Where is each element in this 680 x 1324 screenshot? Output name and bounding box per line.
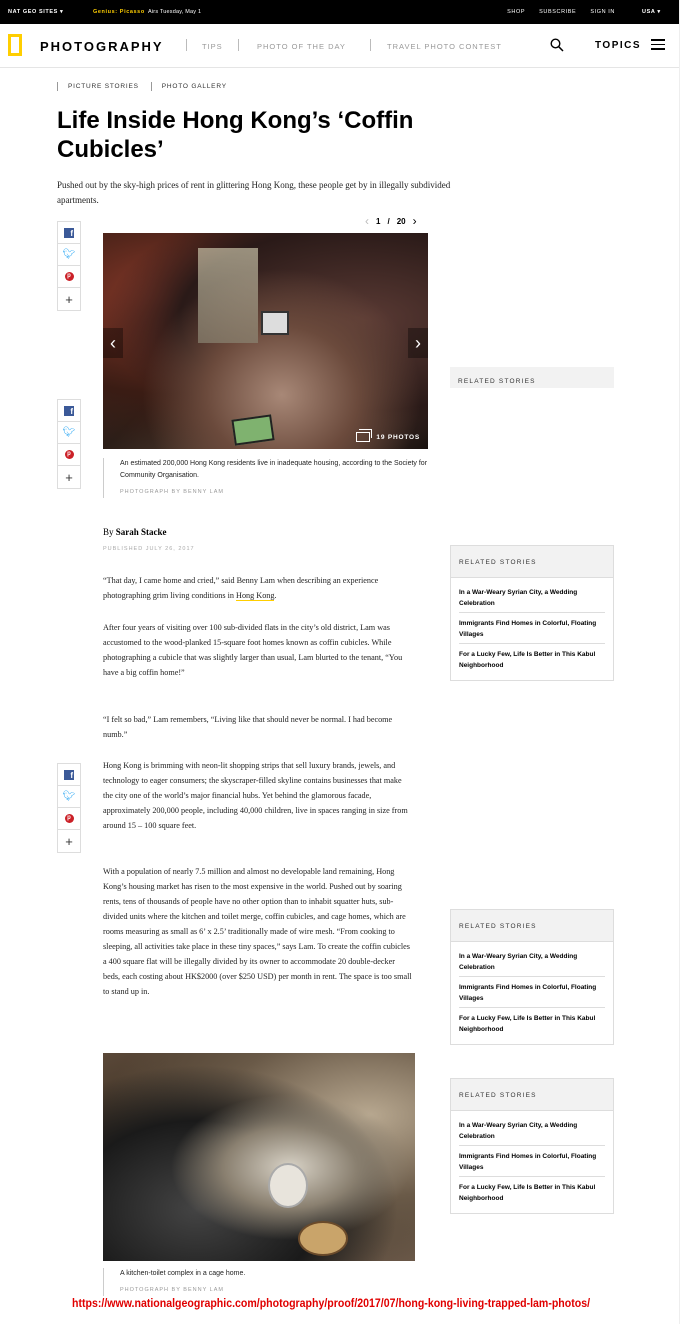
facebook-share-button[interactable] — [58, 222, 80, 244]
related-story-link[interactable]: In a War-Weary Syrian City, a Wedding Celebration — [459, 1115, 605, 1146]
photo-shelf-detail — [198, 248, 258, 343]
breadcrumb-picture-stories[interactable]: PICTURE STORIES — [68, 83, 139, 90]
nav-divider — [370, 39, 371, 51]
byline-prefix: By — [103, 527, 114, 537]
paragraph-text: “That day, I came home and cried,” said Benny Lam when describing an experience photographing grim living conditions in — [103, 576, 379, 600]
article-headline: Life Inside Hong Kong’s ‘Coffin Cubicles’ — [57, 107, 414, 163]
photo-caption — [103, 458, 433, 498]
twitter-share-button[interactable] — [58, 244, 80, 266]
related-stories-header: RELATED STORIES — [451, 1079, 613, 1111]
photo-credit: PHOTOGRAPH BY BENNY LAM — [120, 1287, 224, 1293]
share-bar — [57, 221, 81, 311]
gallery-pager — [365, 214, 417, 228]
photo-count-label: 19 PHOTOS — [376, 433, 420, 441]
related-story-link[interactable]: In a War-Weary Syrian City, a Wedding Celebration — [459, 946, 605, 977]
related-stories-box — [450, 1078, 614, 1214]
pinterest-share-button[interactable] — [58, 444, 80, 466]
nav-travel-photo-contest-link[interactable]: TRAVEL PHOTO CONTEST — [387, 42, 502, 51]
region-selector[interactable]: USA ▾ — [642, 9, 661, 15]
photo-caption — [103, 1268, 433, 1296]
share-bar — [57, 399, 81, 489]
article-paragraph: After four years of visiting over 100 sub-divided flats in the city’s old district, Lam was accustomed to the wood-planked 15-square foot homes known as coffin cubicles. While photographing a cubicle that was slightly larger than usual, Lam blurted to the tenant, “You have a big coffin home!” — [103, 623, 403, 677]
hamburger-menu-icon[interactable] — [651, 39, 665, 51]
search-icon[interactable] — [550, 38, 564, 52]
facebook-icon: f — [64, 228, 74, 238]
photo-phone-detail — [231, 414, 274, 445]
facebook-share-button[interactable] — [58, 400, 80, 422]
related-story-link[interactable]: For a Lucky Few, Life Is Better in This Kabul Neighborhood — [459, 651, 596, 669]
photo-next-arrow-icon[interactable]: › — [408, 328, 428, 358]
related-story-link[interactable]: Immigrants Find Homes in Colorful, Floating Villages — [459, 613, 605, 644]
nav-divider — [186, 39, 187, 51]
main-nav — [0, 24, 680, 68]
twitter-share-button[interactable] — [58, 786, 80, 808]
twitter-icon: 🐦︎ — [62, 249, 76, 260]
photo-credit: PHOTOGRAPH BY BENNY LAM — [120, 489, 224, 495]
pinterest-icon: p — [65, 450, 74, 459]
nav-tips-link[interactable]: TIPS — [202, 42, 223, 51]
related-story-link[interactable]: For a Lucky Few, Life Is Better in This Kabul Neighborhood — [459, 1015, 596, 1033]
pager-current: 1 — [376, 216, 381, 226]
photo-caption-text: A kitchen-toilet complex in a cage home. — [120, 1270, 246, 1277]
nat-geo-sites-menu[interactable]: NAT GEO SITES ▾ — [8, 9, 64, 15]
related-stories-box — [450, 545, 614, 681]
more-share-button[interactable] — [58, 830, 80, 852]
plus-icon: + — [65, 291, 73, 307]
nav-divider — [238, 39, 239, 51]
promo-airs-text: Airs Tuesday, May 1 — [148, 9, 202, 15]
pinterest-share-button[interactable] — [58, 808, 80, 830]
source-url-overlay: https://www.nationalgeographic.com/photography/proof/2017/07/hong-kong-living-trapped-lam-photos/ — [72, 1298, 591, 1310]
twitter-share-button[interactable] — [58, 422, 80, 444]
breadcrumb — [57, 82, 227, 91]
photo-toilet-detail — [268, 1163, 308, 1208]
share-bar — [57, 763, 81, 853]
more-share-button[interactable] — [58, 466, 80, 488]
pinterest-share-button[interactable] — [58, 266, 80, 288]
pinterest-icon: p — [65, 272, 74, 281]
subscribe-link[interactable]: SUBSCRIBE — [539, 9, 577, 15]
twitter-icon: 🐦︎ — [62, 427, 76, 438]
byline — [103, 527, 167, 537]
shop-link[interactable]: SHOP — [507, 9, 526, 15]
more-share-button[interactable] — [58, 288, 80, 310]
article-paragraph: Hong Kong is brimming with neon-lit shopping strips that sell luxury brands, jewels, and technology to eager consumers; the skyscraper-filled skyline contains businesses that make the city one of the world’s major financial hubs. Yet behind the glamorous facade, approximately 200,000 people, including 40,000 children, live in spaces ranging in size from around 15 – 100 square feet. — [103, 761, 408, 830]
article-photo[interactable] — [103, 1053, 415, 1261]
facebook-icon: f — [64, 406, 74, 416]
plus-icon: + — [65, 469, 73, 485]
related-story-link[interactable]: In a War-Weary Syrian City, a Wedding Celebration — [459, 582, 605, 613]
related-story-link[interactable]: For a Lucky Few, Life Is Better in This Kabul Neighborhood — [459, 1184, 596, 1202]
related-stories-box — [450, 909, 614, 1045]
gallery-icon — [356, 432, 370, 442]
photo-count-badge[interactable] — [356, 432, 420, 442]
topics-menu[interactable]: TOPICS — [595, 40, 642, 51]
related-stories-header: RELATED STORIES — [451, 546, 613, 578]
promo-title-link[interactable]: Genius: Picasso — [93, 9, 145, 15]
article-dek: Pushed out by the sky-high prices of rent in glittering Hong Kong, these people get by in illegally subdivided apartments. — [57, 180, 451, 205]
breadcrumb-photo-gallery[interactable]: PHOTO GALLERY — [161, 83, 227, 90]
nav-photo-of-the-day-link[interactable]: PHOTO OF THE DAY — [257, 42, 346, 51]
hong-kong-link[interactable]: Hong Kong — [236, 591, 275, 600]
nat-geo-logo-icon[interactable] — [8, 34, 22, 56]
author-name[interactable]: Sarah Stacke — [115, 527, 167, 537]
photo-pot-detail — [298, 1221, 348, 1256]
article-paragraph: “I felt so bad,” Lam remembers, “Living like that should never be normal. I had become numb.” — [103, 715, 393, 739]
paragraph-text: . — [274, 591, 277, 600]
gallery-photo[interactable] — [103, 233, 428, 449]
twitter-icon: 🐦︎ — [62, 791, 76, 802]
photo-prev-arrow-icon[interactable]: ‹ — [103, 328, 123, 358]
photo-tv-detail — [261, 311, 289, 335]
pager-next-icon[interactable]: › — [412, 214, 417, 228]
pinterest-icon: p — [65, 814, 74, 823]
plus-icon: + — [65, 833, 73, 849]
related-stories-header: RELATED STORIES — [451, 910, 613, 942]
related-story-link[interactable]: Immigrants Find Homes in Colorful, Floating Villages — [459, 977, 605, 1008]
section-brand[interactable]: PHOTOGRAPHY — [40, 39, 164, 54]
pager-prev-icon[interactable]: ‹ — [365, 214, 369, 228]
article-paragraph: With a population of nearly 7.5 million and almost no developable land remaining, Hong Kong’s housing market has risen to the most expensive in the world. Pushed out by soaring rents, tens of thousands of people have no other option than to inhabit squatter huts, sub-divided units where the kitchen and toilet merge, coffin cubicles, and cage homes, which are rooms measuring as small as 6’ x 2.5’ traditionally made of wire mesh. “From cooking to sleeping, all activities take place in these tiny spaces,” says Lam. To create the coffin cubicles a 400 square flat will be illegally divided by its owner to accommodate 20 double-decker beds, each costing about HK$2000 (over $250 USD) per month in rent. The space is too small to stand up in. — [103, 867, 412, 996]
pager-separator: / — [387, 216, 390, 226]
facebook-icon: f — [64, 770, 74, 780]
sign-in-link[interactable]: SIGN IN — [590, 9, 615, 15]
related-story-link[interactable]: Immigrants Find Homes in Colorful, Floating Villages — [459, 1146, 605, 1177]
top-bar — [0, 0, 680, 24]
article-paragraph — [103, 573, 413, 603]
photo-caption-text: An estimated 200,000 Hong Kong residents live in inadequate housing, according to the Society for Community Organisation. — [120, 460, 428, 479]
facebook-share-button[interactable] — [58, 764, 80, 786]
pager-total: 20 — [396, 216, 406, 226]
related-stories-header: RELATED STORIES — [450, 367, 614, 388]
published-date: PUBLISHED JULY 26, 2017 — [103, 546, 195, 552]
